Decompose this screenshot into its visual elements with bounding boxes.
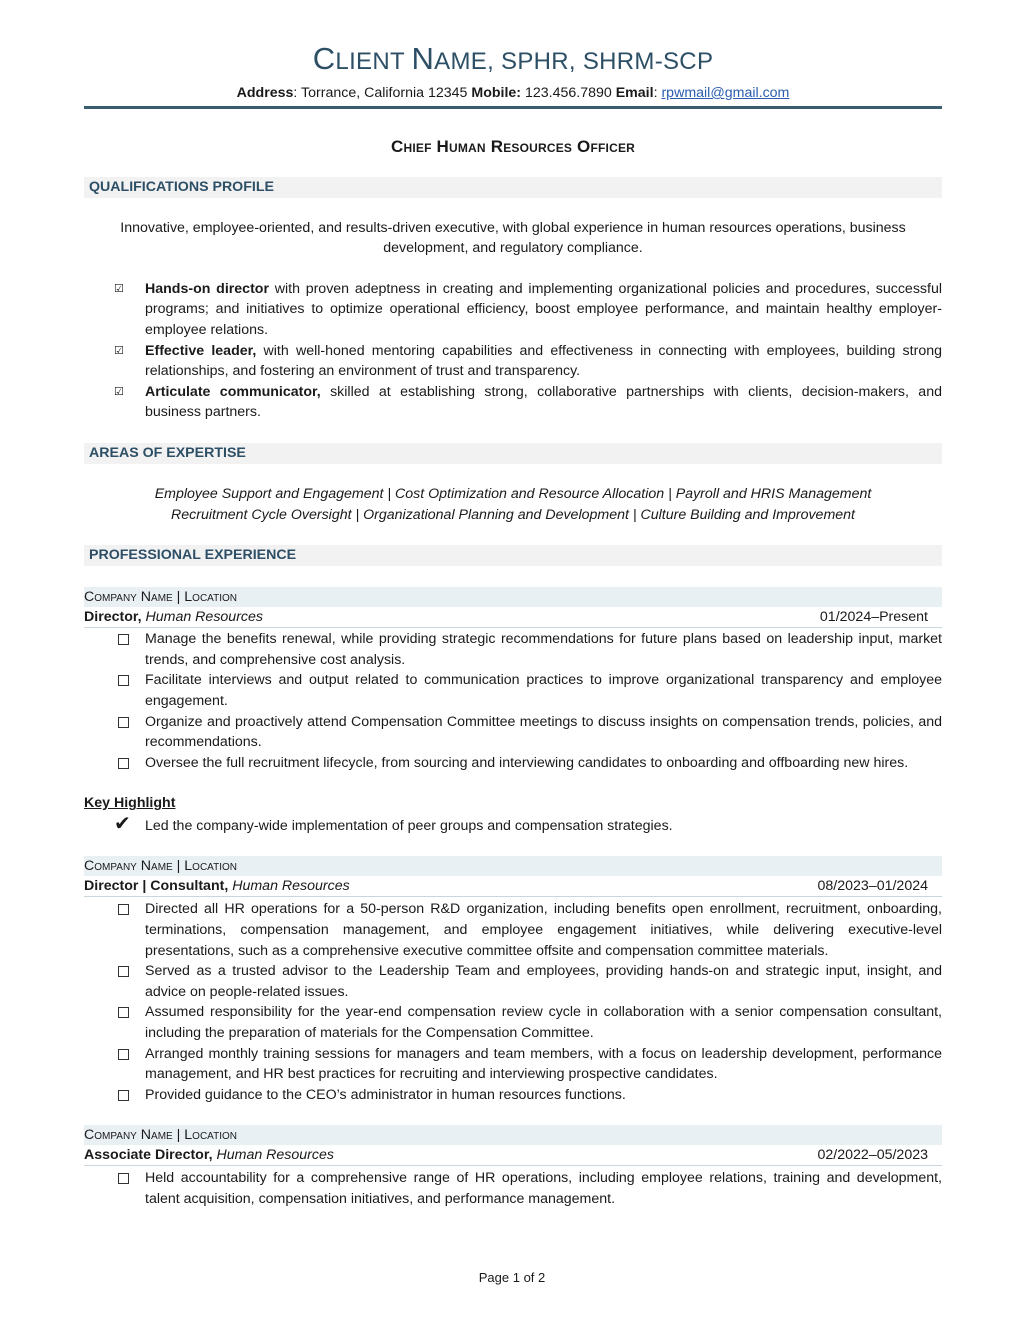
checkbox-icon [118, 717, 129, 728]
expertise-line: Employee Support and Engagement | Cost Optimization and Resource Allocation | Payroll and HRIS Management [154, 485, 872, 502]
company-line: Company Name | Location [84, 587, 942, 607]
checkbox-icon [118, 1007, 129, 1018]
role-row: Associate Director, Human Resources 02/2022–05/2023 [84, 1145, 942, 1166]
section-heading-experience: PROFESSIONAL EXPERIENCE [84, 545, 942, 566]
qualifications-list [84, 279, 942, 423]
highlight-list [84, 812, 942, 837]
list-item: Organize and proactively attend Compensation Committee meetings to discuss insights on compensation trends, policies, and recommendations. [84, 712, 942, 753]
list-item: ☑ Hands-on director with proven adeptness in creating and implementing organizational policies and procedures, successful programs; and initiatives to optimize operational efficiency, boost employee performance, and maintain healthy employer-employee relations. [114, 280, 942, 338]
job-duties-list [84, 899, 942, 1105]
section-heading-expertise: AREAS OF EXPERTISE [84, 443, 942, 464]
credentials: SPHR, SHRM-SCP [501, 48, 714, 75]
header-divider [84, 106, 942, 109]
role-dates: 01/2024–Present [819, 609, 928, 626]
list-item: Directed all HR operations for a 50-person R&D organization, including benefits open enrollment, recruitment, onboarding, terminations, compensation management, and employee engagement initiatives, while delivering executive-level presentations, such as a comprehensive executive committee offsite and compensation committee materials. [84, 899, 942, 961]
list-item: ☑ Articulate communicator, skilled at establishing strong, collaborative partnerships with clients, decision-makers, and business partners. [114, 383, 942, 421]
role-dates: 02/2022–05/2023 [817, 1147, 928, 1164]
checkbox-icon [118, 1090, 129, 1101]
job-title: Chief Human Resources Officer [390, 137, 636, 156]
qualifications-summary: Innovative, employee-oriented, and results-driven executive, with global experience in human resources operations, business development, and regulatory compliance. [120, 219, 906, 257]
list-item: Held accountability for a comprehensive range of HR operations, including employee relations, training and development, talent acquisition, compensation initiatives, and performance management. [84, 1168, 942, 1209]
list-item: Facilitate interviews and output related to communication practices to improve organizational transparency and employee engagement. [84, 670, 942, 711]
resume-page [84, 38, 942, 1210]
section-heading-qualifications: QUALIFICATIONS PROFILE [84, 177, 942, 198]
checkbox-icon [118, 675, 129, 686]
role-dates: 08/2023–01/2024 [817, 878, 928, 895]
checked-box-icon: ☑ [114, 282, 124, 295]
list-item: Provided guidance to the CEO’s administrator in human resources functions. [84, 1085, 942, 1106]
key-highlight-title: Key Highlight [84, 795, 176, 812]
company-line: Company Name | Location [84, 1125, 942, 1145]
checkbox-icon [118, 1049, 129, 1060]
list-item: Assumed responsibility for the year-end compensation review cycle in collaboration with a senior compensation consultant, including the preparation of materials for the Compensation Committee. [84, 1002, 942, 1043]
list-item: Manage the benefits renewal, while providing strategic recommendations for future plans based on leadership input, market trends, and comprehensive cost analysis. [84, 629, 942, 670]
role-row: Director, Human Resources 01/2024–Present [84, 607, 942, 628]
checkbox-icon [118, 904, 129, 915]
list-item: Arranged monthly training sessions for managers and team members, with a focus on leadership development, performance management, and HR best practices for recruiting and interviewing prospective candidates. [84, 1044, 942, 1085]
checkbox-icon [118, 966, 129, 977]
contact-line: Address: Torrance, California 12345 Mobile: 123.456.7890 Email: rpwmail@gmail.com [236, 85, 790, 101]
role-row: Director | Consultant, Human Resources 08/2023–01/2024 [84, 876, 942, 897]
job-duties-list [84, 1168, 942, 1209]
checkmark-icon: ✔ [114, 812, 131, 835]
checkbox-icon [118, 1173, 129, 1184]
checkbox-icon [118, 634, 129, 645]
company-line: Company Name | Location [84, 856, 942, 876]
job-duties-list [84, 629, 942, 773]
checked-box-icon: ☑ [114, 385, 124, 398]
list-item: Served as a trusted advisor to the Leadership Team and employees, providing hands-on and strategic input, insight, and advice on people-related issues. [84, 961, 942, 1002]
candidate-name: CLIENT NAME, SPHR, SHRM-SCP [312, 41, 714, 76]
list-item: ☑ Effective leader, with well-honed mentoring capabilities and effectiveness in connecting with employees, building strong relationships, and fostering an environment of trust and transparency. [114, 342, 942, 380]
list-item: ✔ Led the company-wide implementation of peer groups and compensation strategies. [114, 812, 673, 835]
email-link[interactable]: rpwmail@gmail.com [661, 85, 790, 101]
expertise-line: Recruitment Cycle Oversight | Organizational Planning and Development | Culture Building and Improvement [171, 506, 855, 523]
checkbox-icon [118, 758, 129, 769]
checked-box-icon: ☑ [114, 344, 124, 357]
page-number: Page 1 of 2 [478, 1270, 546, 1285]
list-item: Oversee the full recruitment lifecycle, from sourcing and interviewing candidates to onboarding and offboarding new hires. [84, 753, 942, 774]
